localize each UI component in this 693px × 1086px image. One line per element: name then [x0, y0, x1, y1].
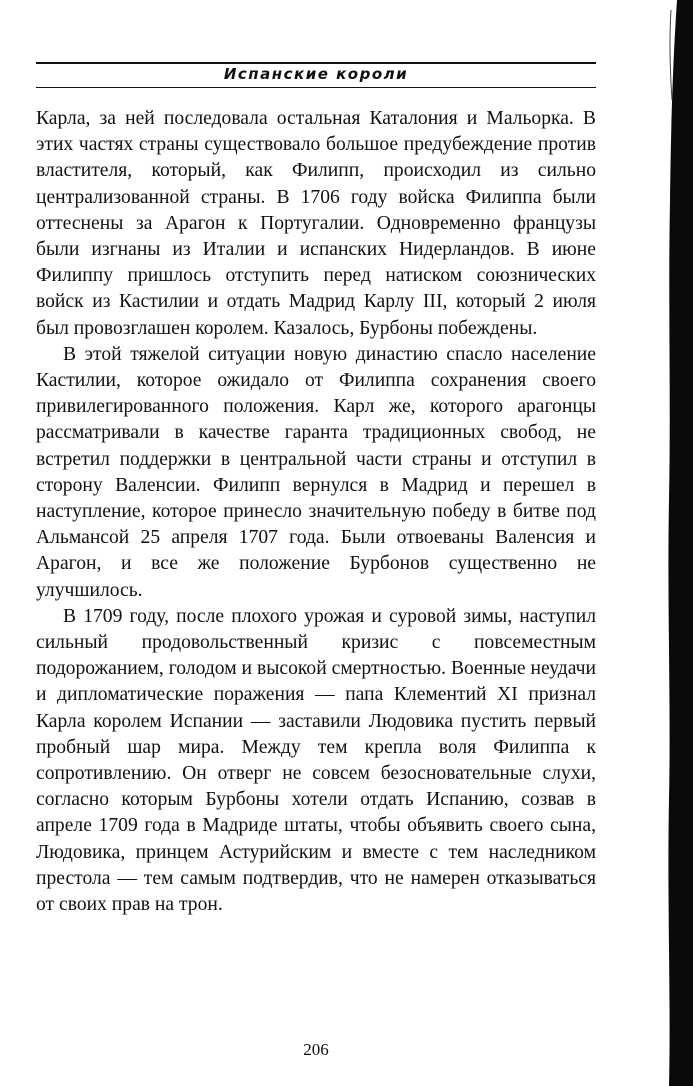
binding-shadow-shape	[657, 0, 693, 1086]
header-rule-bottom	[36, 87, 596, 88]
paragraph-2: В этой тяжелой ситуации новую династию спасло население Кастилии, которое ожидало от Филиппа сохранения своего привилегированного положения. Карл же, которого арагонцы рассматривали в качестве гаранта традиционных свобод, не встретил поддержки в центральной части страны и отступил в сторону Валенсии. Филипп вернулся в Мадрид и перешел в наступление, которое принесло значительную победу в битве под Альмансой 25 апреля 1707 года. Были отвоеваны Валенсия и Арагон, и все же положение Бурбонов существенно не улучшилось.	[36, 343, 596, 601]
page-number: 206	[303, 1040, 329, 1059]
body-text	[36, 106, 596, 918]
running-title: Испанские короли	[223, 65, 409, 83]
paragraph-3: В 1709 году, после плохого урожая и суровой зимы, наступил сильный продовольственный кризис с повсеместным подорожанием, голодом и высокой смертностью. Военные неудачи и дипломатические поражения — папа Клементий XI признал Карла королем Испании — заставили Людовика пустить первый пробный шар мира. Между тем крепла воля Филиппа к сопротивлению. Он отверг не совсем безосновательные слухи, согласно которым Бурбоны хотели отдать Испанию, созвав в апреле 1709 года в Мадриде штаты, чтобы объявить своего сына, Людовика, принцем Астурийским и вместе с тем наследником престола — тем самым подтвердив, что не намерен отказываться от своих прав на трон.	[36, 605, 596, 916]
paragraph-1: Карла, за ней последовала остальная Каталония и Мальорка. В этих частях страны существовало большое предубеждение против властителя, который, как Филипп, происходил из сильно централизованной страны. В 1706 году войска Филиппа были оттеснены за Арагон к Португалии. Одновременно французы были изгнаны из Италии и испанских Нидерландов. В июне Филиппу пришлось отступить перед натиском союзнических войск из Кастилии и отдать Мадрид Карлу III, который 2 июля был провозглашен королем. Казалось, Бурбоны побеждены.	[36, 108, 596, 339]
binding-shadow	[657, 0, 693, 1086]
